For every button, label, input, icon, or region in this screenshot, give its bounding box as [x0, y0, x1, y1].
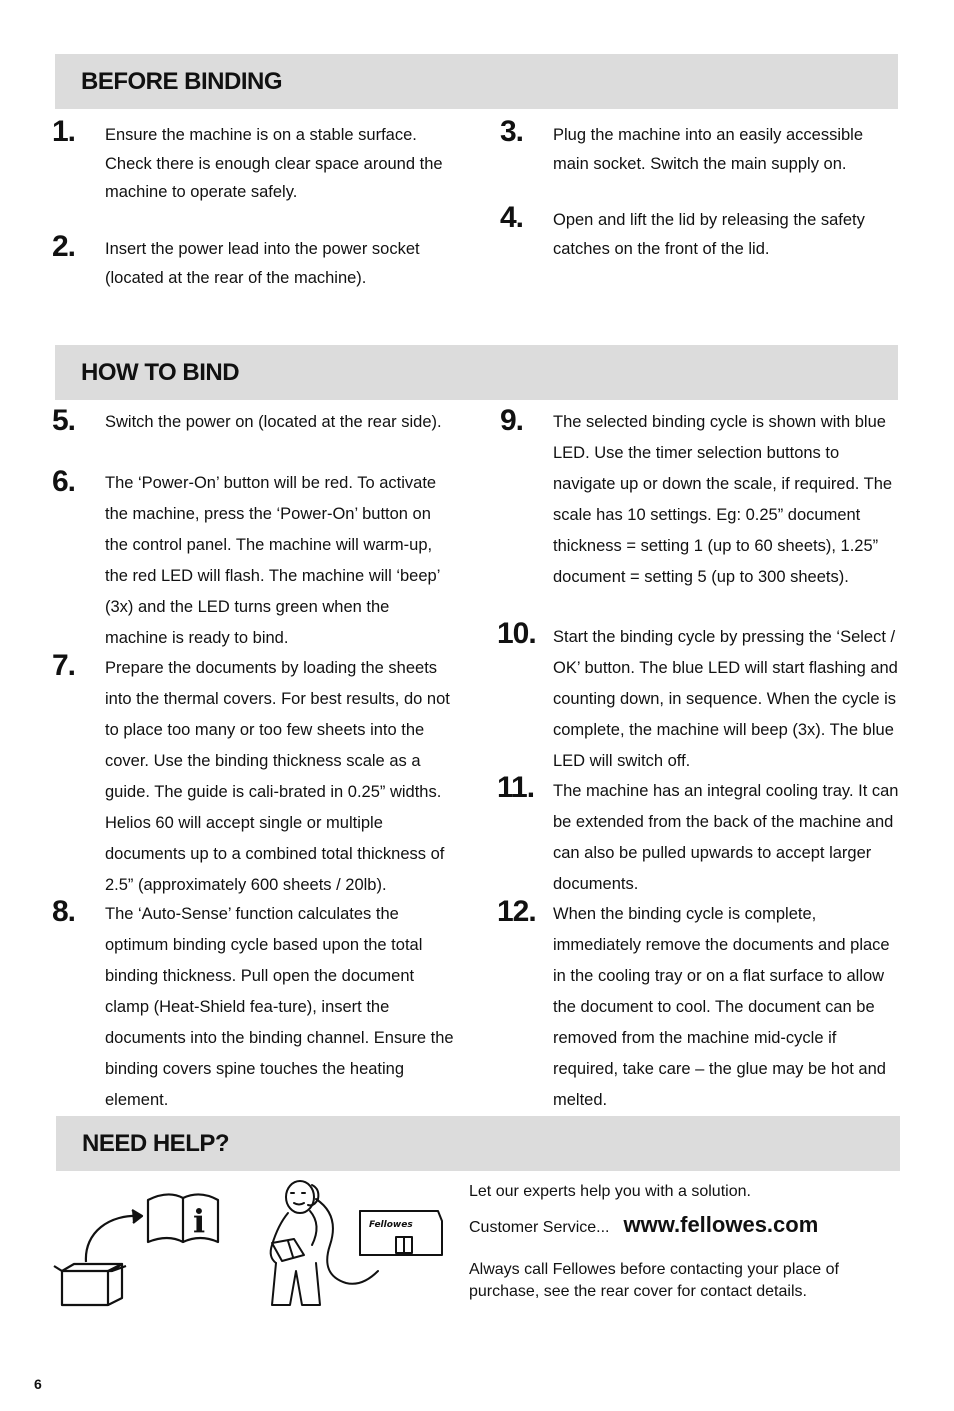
step-number: 5.	[52, 404, 76, 437]
customer-service-label: Customer Service...	[469, 1219, 610, 1236]
step-number: 9.	[500, 404, 524, 437]
help-line1: Let our experts help you with a solution.	[469, 1183, 751, 1200]
need-help-header	[56, 1116, 900, 1171]
step-text: Insert the power lead into the power socket (located at the rear of the machine).	[105, 240, 420, 287]
how-to-bind-header	[55, 345, 898, 400]
info-glyph: i	[193, 1202, 206, 1240]
section-title: HOW TO BIND	[81, 359, 240, 386]
step-number: 12.	[497, 895, 536, 928]
step-text: Open and lift the lid by releasing the safety catches on the front of the lid.	[553, 211, 865, 258]
section-title: NEED HELP?	[82, 1130, 230, 1157]
step-number: 1.	[52, 115, 76, 148]
step-number: 4.	[500, 201, 524, 234]
step-text: The selected binding cycle is shown with blue LED. Use the timer selection buttons to navigate up or down the scale, if required. The scale has 10 settings. Eg: 0.25” document thickness = setting 1 (up to 60 sheets), 1.25” document = setting 5 (up to 300 sheets).	[553, 413, 893, 586]
help-line3: Always call Fellowes before contacting your place of purchase, see the rear cover for contact details.	[469, 1261, 839, 1300]
step-number: 8.	[52, 895, 76, 928]
step-text: Plug the machine into an easily accessible main socket. Switch the main supply on.	[553, 126, 864, 173]
person-phone-illustration	[250, 1175, 450, 1313]
step-number: 2.	[52, 230, 76, 263]
manual-illustration	[50, 1182, 230, 1312]
section-title: BEFORE BINDING	[81, 68, 283, 95]
customer-service-line	[469, 1214, 818, 1239]
website-link[interactable]: www.fellowes.com	[623, 1212, 819, 1237]
brand-logo: Fellowes	[369, 1220, 413, 1230]
step-text: Start the binding cycle by pressing the ‘Select / OK’ button. The blue LED will start flashing and counting down, in sequence. When the cycle is complete, the machine will beep (3x). The blue LED will switch off.	[553, 628, 898, 770]
step-text: Prepare the documents by loading the sheets into the thermal covers. For best results, do not to place too many or too few sheets into the cover. Use the binding thickness scale as a guide. The guide is cali-brated in 0.25” widths. Helios 60 will accept single or multiple documents up to a combined total thickness of 2.5” (approximately 600 sheets / 20lb).	[105, 659, 450, 894]
step-text: The ‘Auto-Sense’ function calculates the optimum binding cycle based upon the total binding thickness. Pull open the document clamp (Heat-Shield fea-ture), insert the documents into the binding channel. Ensure the binding covers spine touches the heating element.	[105, 905, 454, 1109]
before-binding-header	[55, 54, 898, 109]
step-number: 11.	[497, 771, 535, 804]
step-text: When the binding cycle is complete, immediately remove the documents and place in the cooling tray or on a flat surface to allow the document to cool. The document can be removed from the machine mid-cycle if required, take care – the glue may be hot and melted.	[553, 905, 890, 1109]
step-text: The machine has an integral cooling tray. It can be extended from the back of the machine and can also be pulled upwards to accept larger documents.	[553, 782, 899, 893]
step-text: The ‘Power-On’ button will be red. To activate the machine, press the ‘Power-On’ button on the control panel. The machine will warm-up, the red LED will flash. The machine will ‘beep’ (3x) and the LED turns green when the machine is ready to bind.	[105, 474, 440, 647]
page-number: 6	[34, 1376, 42, 1392]
machine-icon	[360, 1211, 442, 1255]
step-number: 10.	[497, 617, 536, 650]
step-number: 3.	[500, 115, 524, 148]
info-book-icon	[148, 1194, 218, 1242]
step-number: 6.	[52, 465, 76, 498]
arrow-icon	[86, 1216, 140, 1262]
box-icon	[54, 1264, 126, 1305]
step-number: 7.	[52, 649, 76, 682]
step-text: Ensure the machine is on a stable surface. Check there is enough clear space around the machine to operate safely.	[105, 126, 443, 201]
step-text: Switch the power on (located at the rear side).	[105, 413, 442, 431]
